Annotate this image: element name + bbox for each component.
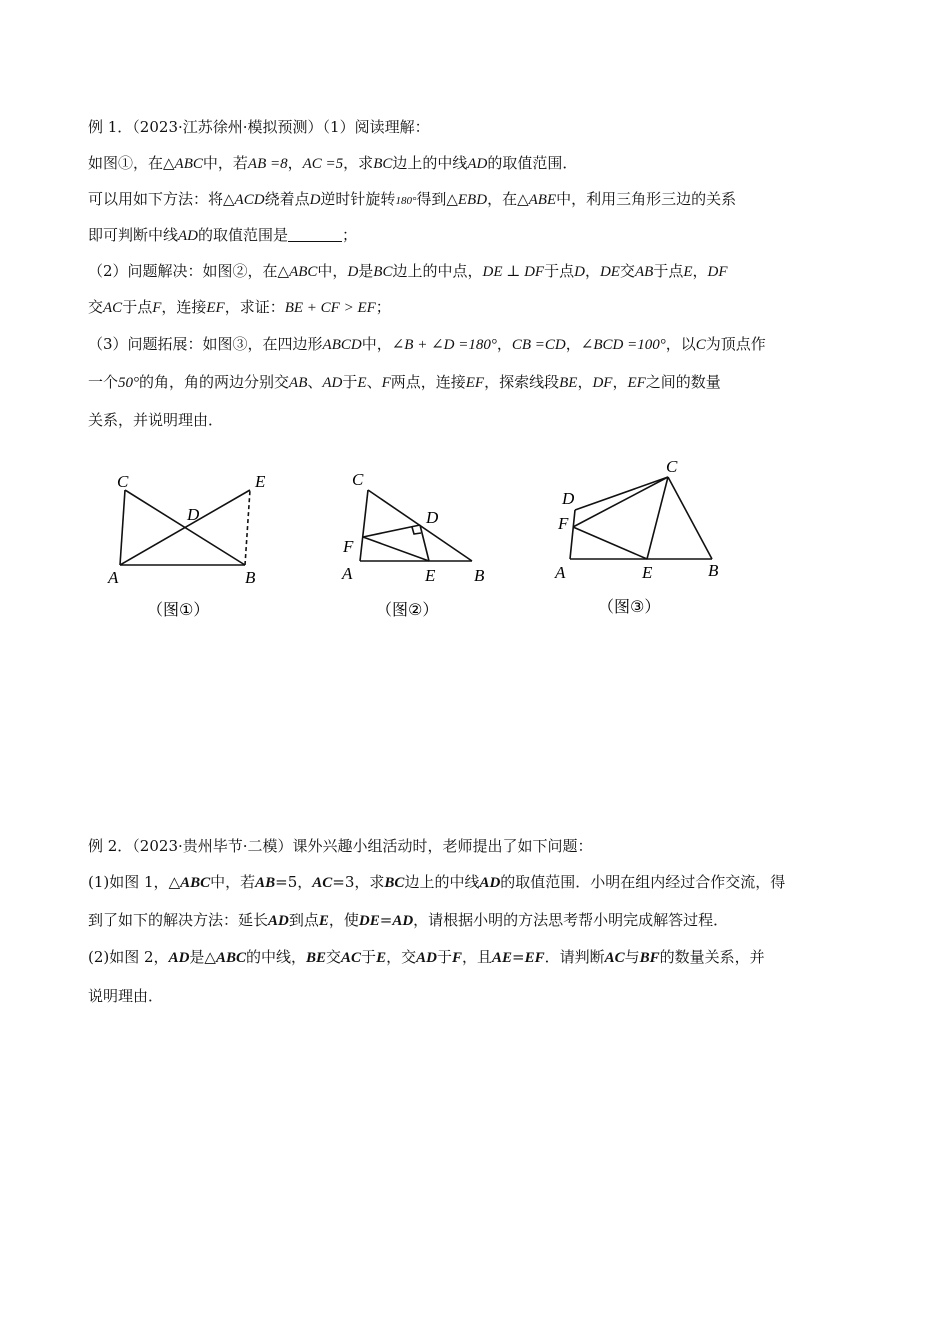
text-fragment: ，	[692, 262, 708, 280]
math-expression: AC	[341, 950, 362, 966]
text-fragment: ，连接	[161, 298, 207, 316]
fig2-label-f: F	[343, 537, 354, 556]
ex2-line-5	[88, 986, 163, 1006]
text-fragment: 于	[342, 373, 358, 391]
math-expression: BC	[373, 156, 393, 172]
text-fragment: 可以用如下方法：将	[88, 190, 224, 208]
text-fragment: ，探索线段	[484, 373, 560, 391]
text-fragment: 、	[307, 373, 323, 391]
text-fragment: 绕着点	[264, 190, 310, 208]
fig3-line-ad	[570, 510, 575, 559]
text-fragment: （2）问题解决：如图②，在	[88, 262, 278, 280]
fig1-label-a: A	[108, 568, 119, 587]
math-expression: AB =8	[247, 156, 288, 172]
text-fragment: ，使	[328, 911, 359, 929]
math-expression: △ABE	[517, 192, 557, 208]
fig3-label-e: E	[642, 563, 653, 582]
text-fragment: 得到	[416, 190, 447, 208]
math-expression: ∠B + ∠D =180°	[391, 337, 497, 353]
fig1-caption: （图①）	[147, 600, 210, 619]
ex1-line-3	[88, 189, 736, 211]
math-expression: BC	[373, 264, 393, 280]
math-expression: DE	[599, 264, 620, 280]
fig2-right-angle-mark	[412, 527, 421, 534]
ex1-title	[88, 117, 430, 137]
fig2-caption: （图②）	[376, 600, 439, 619]
text-fragment: 边上的中点，	[392, 262, 483, 280]
math-expression: AB	[255, 875, 276, 891]
fig1-line-ca	[120, 490, 125, 565]
text-fragment: （3）问题拓展：如图③，在四边形	[88, 335, 323, 353]
fig3-line-cb	[668, 477, 712, 559]
text-fragment: 中，利用三角形三边的关系	[556, 190, 737, 208]
answer-blank[interactable]	[288, 227, 342, 242]
math-expression: AE	[491, 950, 512, 966]
fig1-label-b: B	[245, 568, 256, 587]
ex1-line-2	[88, 153, 577, 174]
math-expression: C	[695, 337, 706, 353]
figure-2	[332, 465, 512, 625]
math-expression: EF	[524, 950, 545, 966]
fig3-label-a: A	[555, 563, 566, 582]
text-fragment: 两点，连接	[390, 373, 466, 391]
math-expression: BE + CF > EF	[284, 300, 376, 316]
math-expression: AD	[268, 913, 289, 929]
math-expression: E	[376, 950, 387, 966]
math-expression: BF	[639, 950, 660, 966]
math-expression: △ABC	[168, 875, 211, 891]
fig1-line-be	[245, 490, 250, 565]
math-expression: DE	[358, 913, 380, 929]
math-expression: AD	[322, 375, 343, 391]
math-expression: AB	[289, 375, 308, 391]
text-fragment: =	[379, 911, 393, 929]
text-fragment: 、	[366, 373, 382, 391]
math-expression: E	[357, 375, 367, 391]
math-expression: AD	[479, 875, 501, 891]
text-fragment: 边上的中线	[392, 154, 468, 172]
text-fragment: 的取值范围是	[198, 226, 289, 244]
ex2-title	[88, 836, 593, 856]
text-fragment: 一个	[88, 373, 119, 391]
text-fragment: 的取值范围．小明在组内经过合作交流，得	[500, 873, 786, 891]
math-expression: AC	[312, 875, 333, 891]
ex1-line-6	[88, 297, 391, 318]
text-fragment: ，交	[386, 948, 417, 966]
fig2-label-b: B	[474, 566, 485, 585]
text-fragment: 边上的中线	[404, 873, 480, 891]
math-expression: DE ⊥ DF	[482, 264, 545, 280]
fig3-label-b: B	[708, 561, 719, 580]
math-expression: EF	[206, 300, 225, 316]
fig2-line-fd	[363, 525, 420, 537]
ex1-line-9	[88, 410, 223, 430]
text-fragment: 中，	[361, 335, 392, 353]
text-fragment: 是	[189, 948, 205, 966]
math-expression: F	[152, 300, 162, 316]
text-fragment: ；	[375, 298, 391, 316]
fig2-label-a: A	[342, 564, 353, 583]
fig3-line-ec	[647, 477, 668, 559]
text-fragment: 为顶点作	[705, 335, 766, 353]
text-fragment: ，	[612, 373, 628, 391]
fig3-line-fe	[573, 527, 647, 559]
text-fragment: ，	[287, 154, 303, 172]
text-fragment: 例 1．（2023·江苏徐州·模拟预测）（1）阅读理解：	[88, 118, 430, 136]
text-fragment: ，	[565, 335, 581, 353]
text-fragment: 即可判断中线	[88, 226, 179, 244]
text-fragment: 中，若	[202, 154, 248, 172]
math-expression: EF	[627, 375, 646, 391]
math-expression: BE	[306, 950, 327, 966]
text-fragment: 如图①，在	[88, 154, 164, 172]
text-fragment: 交	[619, 262, 635, 280]
text-fragment: ，请根据小明的方法思考帮小明完成解答过程．	[413, 911, 729, 929]
ex2-line-3	[88, 910, 728, 931]
ex1-line-4	[88, 225, 357, 246]
math-expression: D	[574, 264, 585, 280]
fig3-line-fc	[573, 477, 668, 527]
math-expression: EF	[465, 375, 485, 391]
math-expression: E	[318, 913, 329, 929]
text-fragment: 的中线，	[245, 948, 306, 966]
math-expression: AD	[392, 913, 414, 929]
fig2-line-ca	[360, 490, 368, 561]
text-fragment: 于	[361, 948, 377, 966]
math-expression: DF	[592, 375, 613, 391]
math-expression: DF	[707, 264, 728, 280]
math-expression: ∠BCD =100°	[580, 337, 666, 353]
math-expression: △ABC	[277, 264, 318, 280]
text-fragment: ．请判断	[544, 948, 605, 966]
text-fragment: ，求证：	[224, 298, 285, 316]
text-fragment: 的角，角的两边分别交	[139, 373, 290, 391]
text-fragment: 于点	[544, 262, 575, 280]
math-expression: 180°	[395, 195, 417, 207]
text-fragment: =	[512, 948, 525, 966]
fig3-caption: （图③）	[598, 597, 661, 616]
text-fragment: =5，	[275, 873, 313, 891]
math-expression: AC	[103, 300, 123, 316]
text-fragment: 交	[88, 298, 104, 316]
text-fragment: 于	[436, 948, 452, 966]
ex1-line-5	[88, 261, 728, 282]
math-expression: BE	[559, 375, 578, 391]
math-expression: E	[683, 264, 693, 280]
math-expression: AD	[168, 950, 190, 966]
text-fragment: 交	[326, 948, 342, 966]
math-expression: F	[381, 375, 391, 391]
text-fragment: 的取值范围．	[487, 154, 578, 172]
math-expression: CB =CD	[511, 337, 566, 353]
text-fragment: (2)如图 2，	[88, 948, 169, 966]
text-fragment: 中，若	[210, 873, 256, 891]
text-fragment: =3，求	[332, 873, 385, 891]
fig3-label-d: D	[562, 489, 575, 508]
text-fragment: 于点	[122, 298, 153, 316]
text-fragment: 到点	[288, 911, 319, 929]
fig3-label-f: F	[558, 514, 569, 533]
math-expression: AD	[467, 156, 488, 172]
text-fragment: 于点	[653, 262, 684, 280]
text-fragment: 说明理由．	[88, 987, 164, 1005]
fig1-line-ae	[120, 490, 250, 565]
math-expression: 50°	[118, 375, 140, 391]
math-expression: ABCD	[322, 337, 362, 353]
math-expression: △ABC	[163, 156, 203, 172]
ex2-line-2	[88, 872, 785, 893]
math-expression: △ACD	[223, 192, 265, 208]
text-fragment: 例 2．（2023·贵州毕节·二模）课外兴趣小组活动时，老师提出了如下问题：	[88, 837, 593, 855]
text-fragment: ，	[577, 373, 593, 391]
figure-1	[105, 465, 285, 625]
fig1-label-c: C	[117, 472, 129, 491]
text-fragment: ；	[342, 226, 358, 244]
text-fragment: (1)如图 1，	[88, 873, 169, 891]
fig2-label-c: C	[352, 470, 364, 489]
math-expression: △EBD	[446, 192, 488, 208]
figure-3	[550, 452, 740, 622]
text-fragment: 关系，并说明理由．	[88, 411, 224, 429]
math-expression: D	[309, 192, 321, 208]
math-expression: AD	[178, 228, 199, 244]
math-expression: AD	[416, 950, 437, 966]
text-fragment: 逆时针旋转	[320, 190, 396, 208]
text-fragment: ，求	[343, 154, 374, 172]
text-fragment: 到了如下的解决方法：延长	[88, 911, 269, 929]
text-fragment: ，	[496, 335, 512, 353]
fig3-label-c: C	[666, 457, 678, 476]
text-fragment: 的数量关系，并	[659, 948, 765, 966]
text-fragment: ，以	[665, 335, 696, 353]
math-expression: AB	[634, 264, 654, 280]
fig2-line-fe	[363, 537, 429, 561]
ex1-line-8	[88, 372, 721, 393]
ex2-line-4	[88, 947, 765, 968]
fig1-label-e: E	[255, 472, 266, 491]
fig3-line-dc	[575, 477, 668, 510]
math-expression: D	[347, 264, 359, 280]
text-fragment: ，	[584, 262, 600, 280]
text-fragment: 与	[624, 948, 640, 966]
math-expression: BC	[384, 875, 405, 891]
ex1-line-7	[88, 334, 766, 355]
fig2-label-d: D	[426, 508, 439, 527]
math-expression: F	[451, 950, 462, 966]
fig2-label-e: E	[425, 566, 436, 585]
text-fragment: 中，	[317, 262, 348, 280]
math-expression: AC	[604, 950, 625, 966]
text-fragment: 之间的数量	[645, 373, 721, 391]
text-fragment: 是	[358, 262, 374, 280]
fig1-label-d: D	[187, 505, 200, 524]
text-fragment: ，且	[461, 948, 492, 966]
math-expression: △ABC	[204, 950, 246, 966]
text-fragment: ，在	[487, 190, 518, 208]
math-expression: AC =5	[302, 156, 344, 172]
